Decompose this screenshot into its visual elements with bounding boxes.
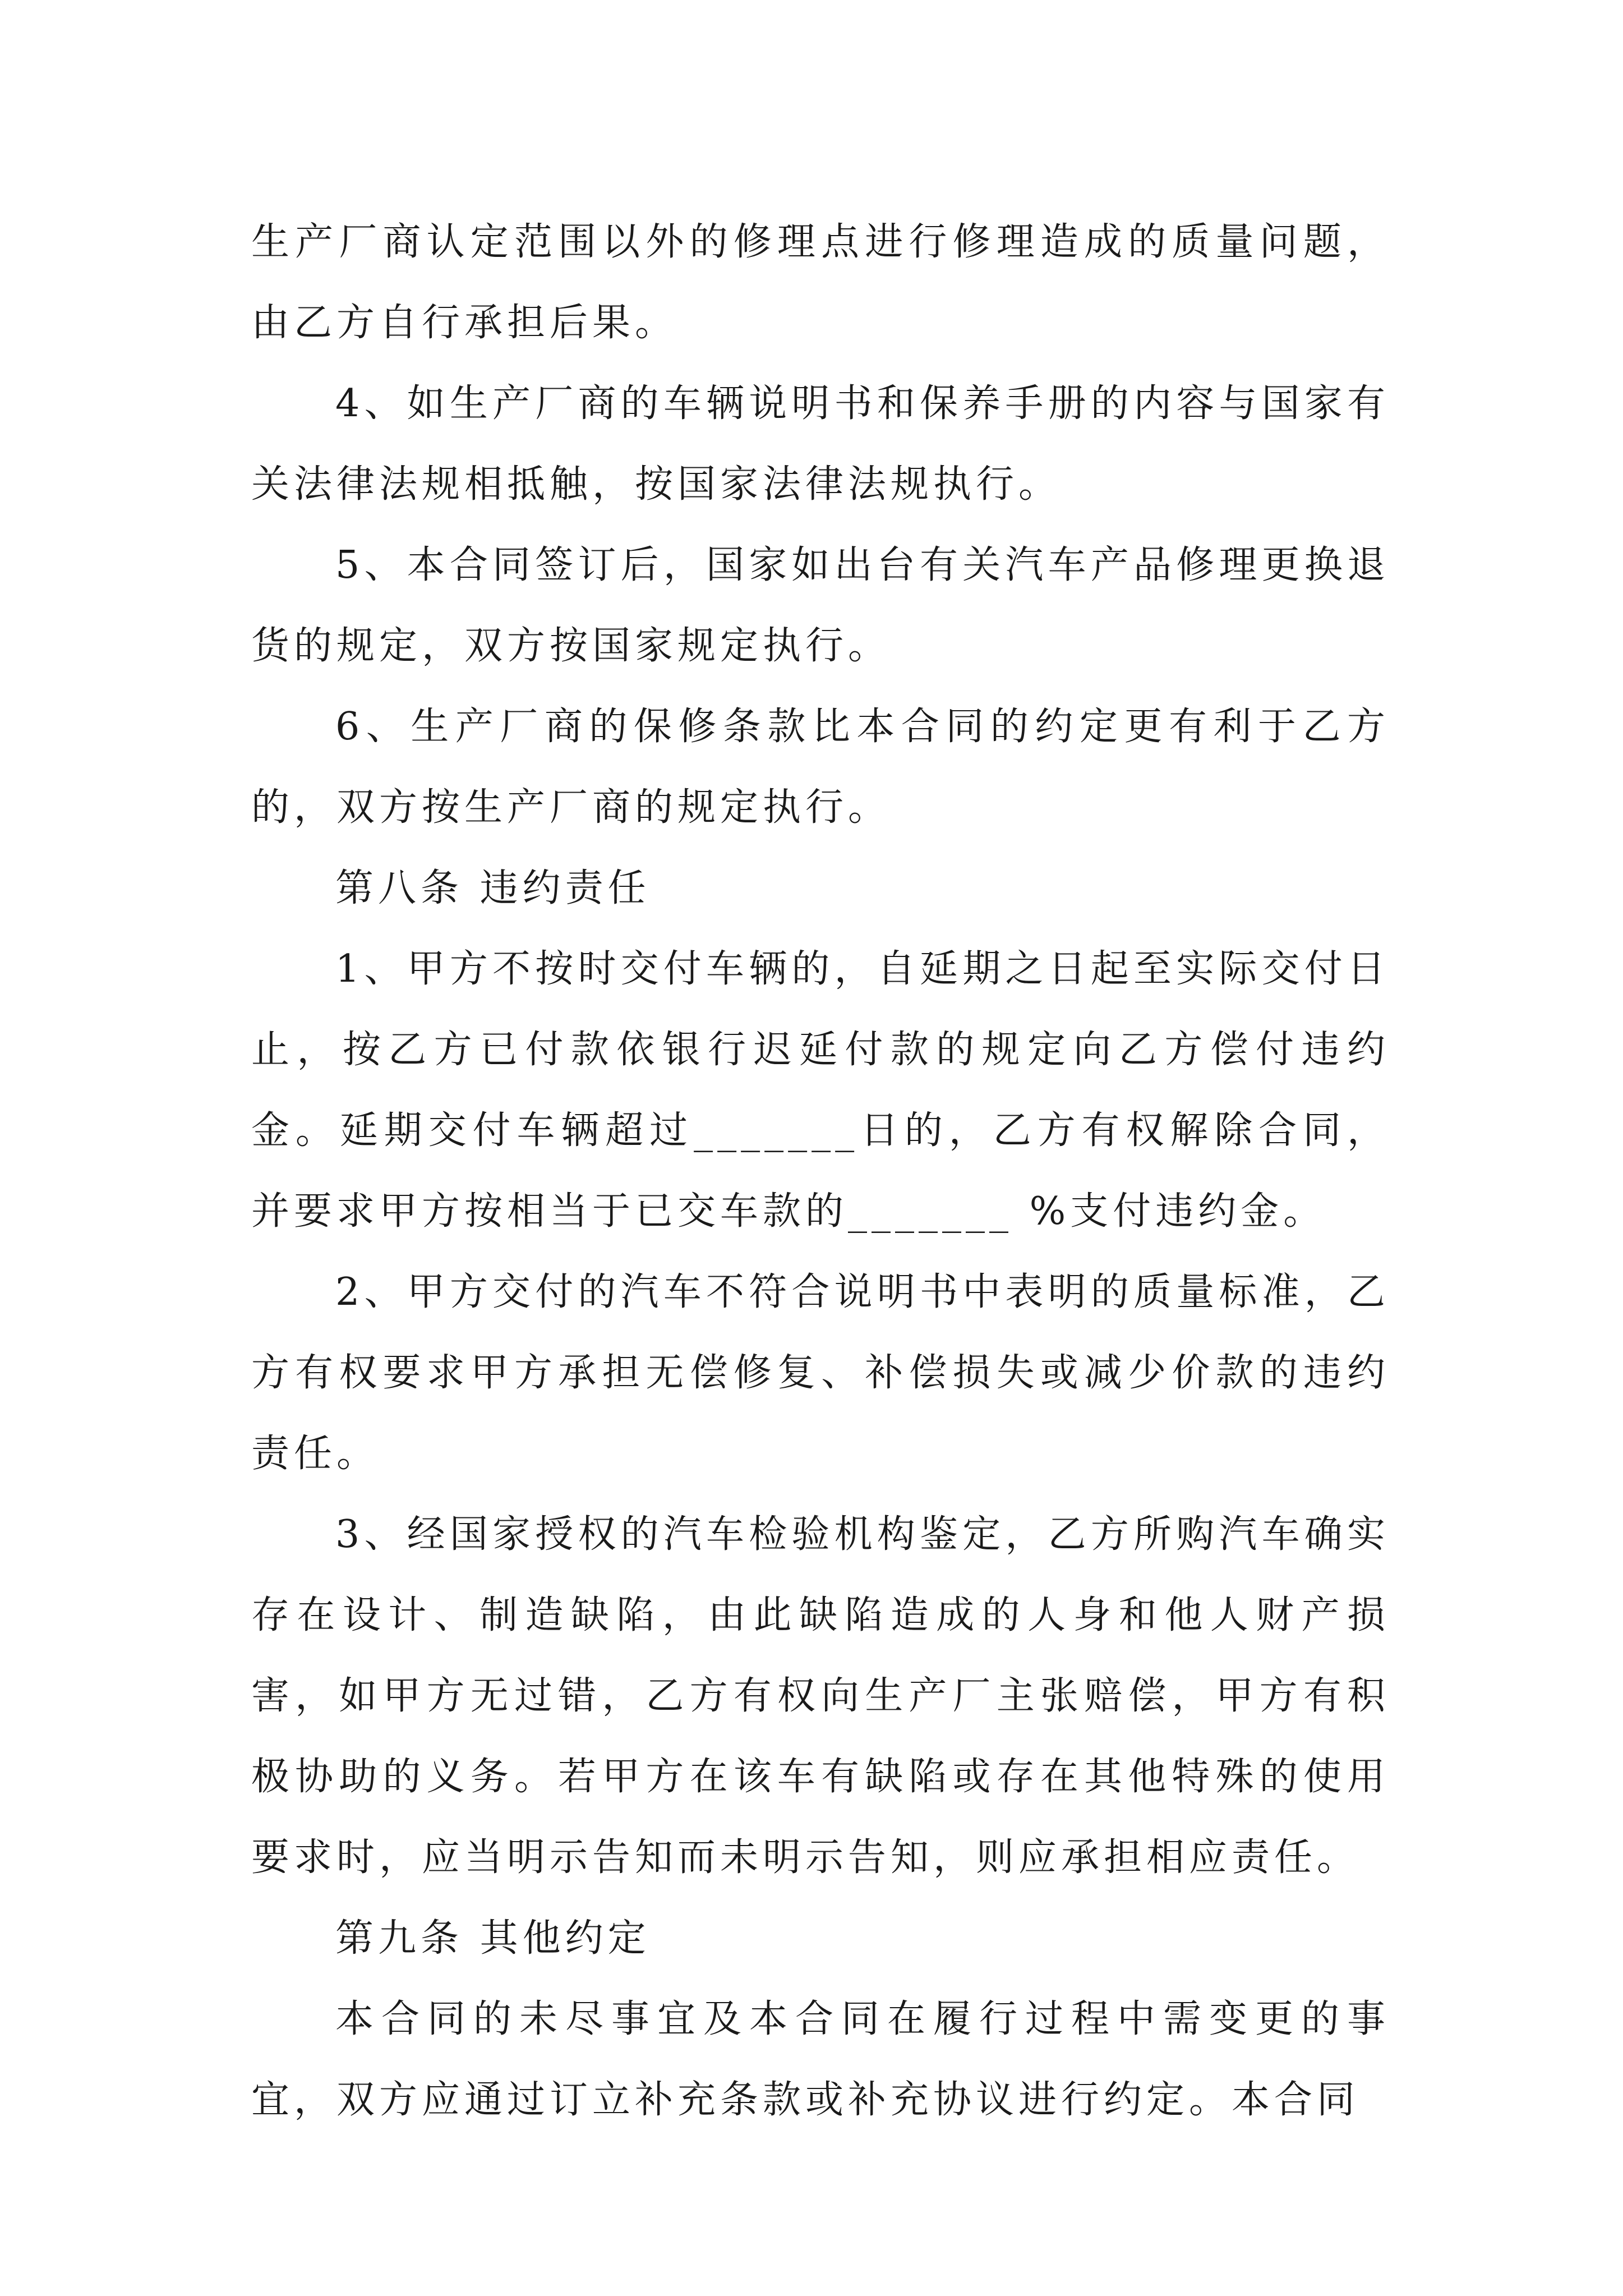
paragraph-item-6: 6、生产厂商的保修条款比本合同的约定更有利于乙方的，双方按生产厂商的规定执行。	[251, 705, 1390, 830]
article-9-heading: 第九条 其他约定	[335, 1916, 651, 1961]
paragraph-article-8-item-3: 3、经国家授权的汽车检验机构鉴定，乙方所购汽车确实存在设计、制造缺陷，由此缺陷造成的人身和他人财产损害，如甲方无过错，乙方有权向生产厂主张赔偿，甲方有积极协助的义务。若甲方在该车有缺陷或存在其他特殊的使用要求时，应当明示告知而未明示告知，则应承担相应责任。	[251, 1512, 1390, 1880]
document-body	[251, 202, 1390, 2141]
paragraph-article-8-item-2: 2、甲方交付的汽车不符合说明书中表明的质量标准，乙方有权要求甲方承担无偿修复、补偿损失或减少价款的违约责任。	[251, 1270, 1390, 1476]
paragraph-continued-warranty: 生产厂商认定范围以外的修理点进行修理造成的质量问题，由乙方自行承担后果。	[251, 220, 1390, 345]
article-8-heading: 第八条 违约责任	[335, 866, 651, 910]
paragraph-article-8-item-1: 1、甲方不按时交付车辆的，自延期之日起至实际交付日止，按乙方已付款依银行迟延付款的规定向乙方偿付违约金。延期交付车辆超过_______日的，乙方有权解除合同，并要求甲方按相当于已交车款的_______ %支付违约金。	[251, 947, 1390, 1234]
paragraph-article-9-body: 本合同的未尽事宜及本合同在履行过程中需变更的事宜，双方应通过订立补充条款或补充协议进行约定。本合同	[251, 1997, 1390, 2122]
paragraph-item-4: 4、如生产厂商的车辆说明书和保养手册的内容与国家有关法律法规相抵触，按国家法律法规执行。	[251, 381, 1390, 507]
paragraph-item-5: 5、本合同签订后，国家如出台有关汽车产品修理更换退货的规定，双方按国家规定执行。	[251, 543, 1390, 668]
